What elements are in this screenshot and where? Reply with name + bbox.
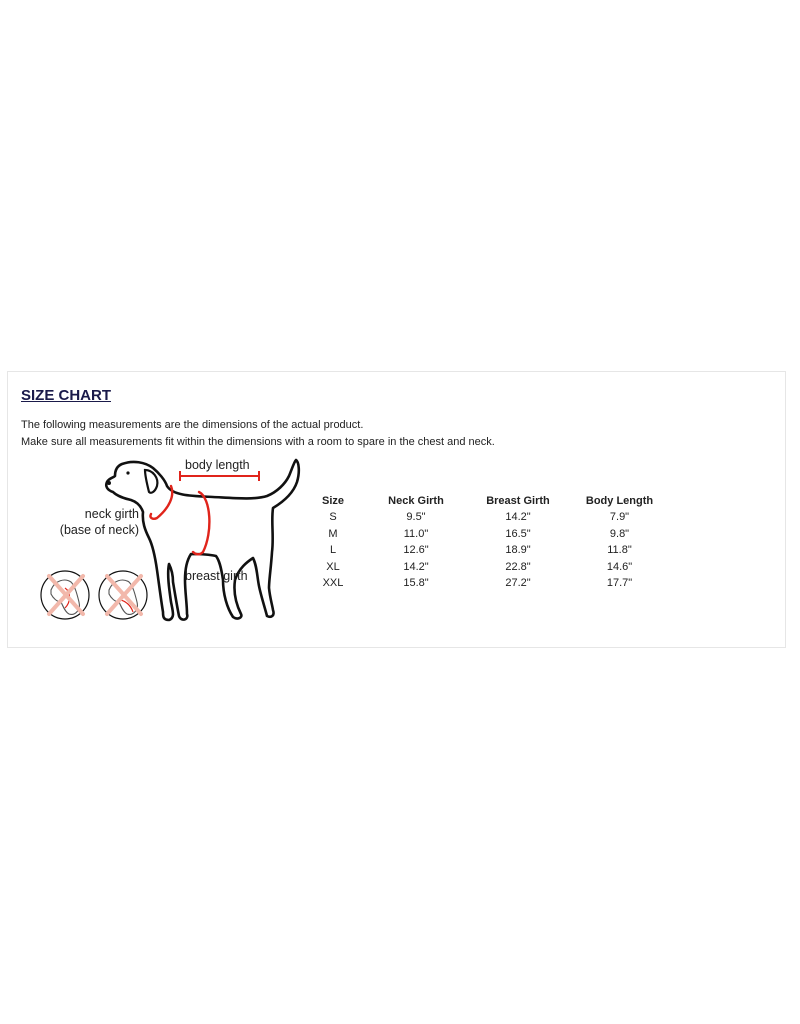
neck-girth-sublabel: (base of neck) (59, 523, 139, 537)
table-row (308, 575, 677, 592)
header-breast-girth: Breast Girth (486, 494, 550, 507)
cell-size: XXL (322, 577, 344, 590)
neck-girth-label: neck girth (84, 507, 139, 521)
table-row (308, 509, 677, 526)
incorrect-measure-example-1 (41, 571, 89, 619)
size-chart-panel (7, 371, 786, 648)
header-size: Size (321, 494, 344, 507)
cell-size: XL (326, 560, 340, 573)
cell-body-length: 7.9" (609, 511, 630, 524)
cell-neck-girth: 14.2" (403, 560, 429, 573)
cell-breast-girth: 14.2" (505, 511, 531, 524)
cell-body-length: 17.7" (606, 577, 633, 590)
table-row (308, 559, 677, 576)
cell-breast-girth: 27.2" (505, 577, 531, 590)
size-table (308, 492, 677, 592)
header-body-length: Body Length (585, 494, 654, 507)
cell-neck-girth: 9.5" (406, 511, 426, 524)
size-chart-title: SIZE CHART (21, 387, 111, 404)
cell-body-length: 14.6" (606, 560, 633, 573)
cell-size: M (328, 527, 338, 540)
cell-breast-girth: 18.9" (505, 544, 531, 557)
cell-neck-girth: 12.6" (403, 544, 429, 557)
cell-breast-girth: 22.8" (505, 560, 531, 573)
table-row (308, 526, 677, 543)
cell-body-length: 11.8" (607, 544, 632, 557)
cell-breast-girth: 16.5" (505, 527, 531, 540)
breast-girth-label: breast girth (185, 569, 248, 583)
cell-size: S (329, 511, 337, 524)
incorrect-measure-example-2 (99, 571, 147, 619)
cell-size: L (329, 544, 337, 557)
description-line-2: Make sure all measurements fit within the dimensions with a room to spare in the chest and neck. (21, 436, 495, 448)
cell-body-length: 9.8" (609, 527, 630, 540)
header-neck-girth: Neck Girth (388, 494, 444, 507)
cell-neck-girth: 11.0" (403, 527, 429, 540)
cell-neck-girth: 15.8" (403, 577, 429, 590)
dog-nose (107, 481, 111, 485)
dog-eye (126, 471, 129, 474)
description-line-1: The following measurements are the dimensions of the actual product. (21, 419, 364, 431)
body-length-label: body length (185, 458, 250, 472)
dog-measurement-diagram (21, 456, 311, 628)
size-table-header-row (308, 492, 677, 509)
table-row (308, 542, 677, 559)
